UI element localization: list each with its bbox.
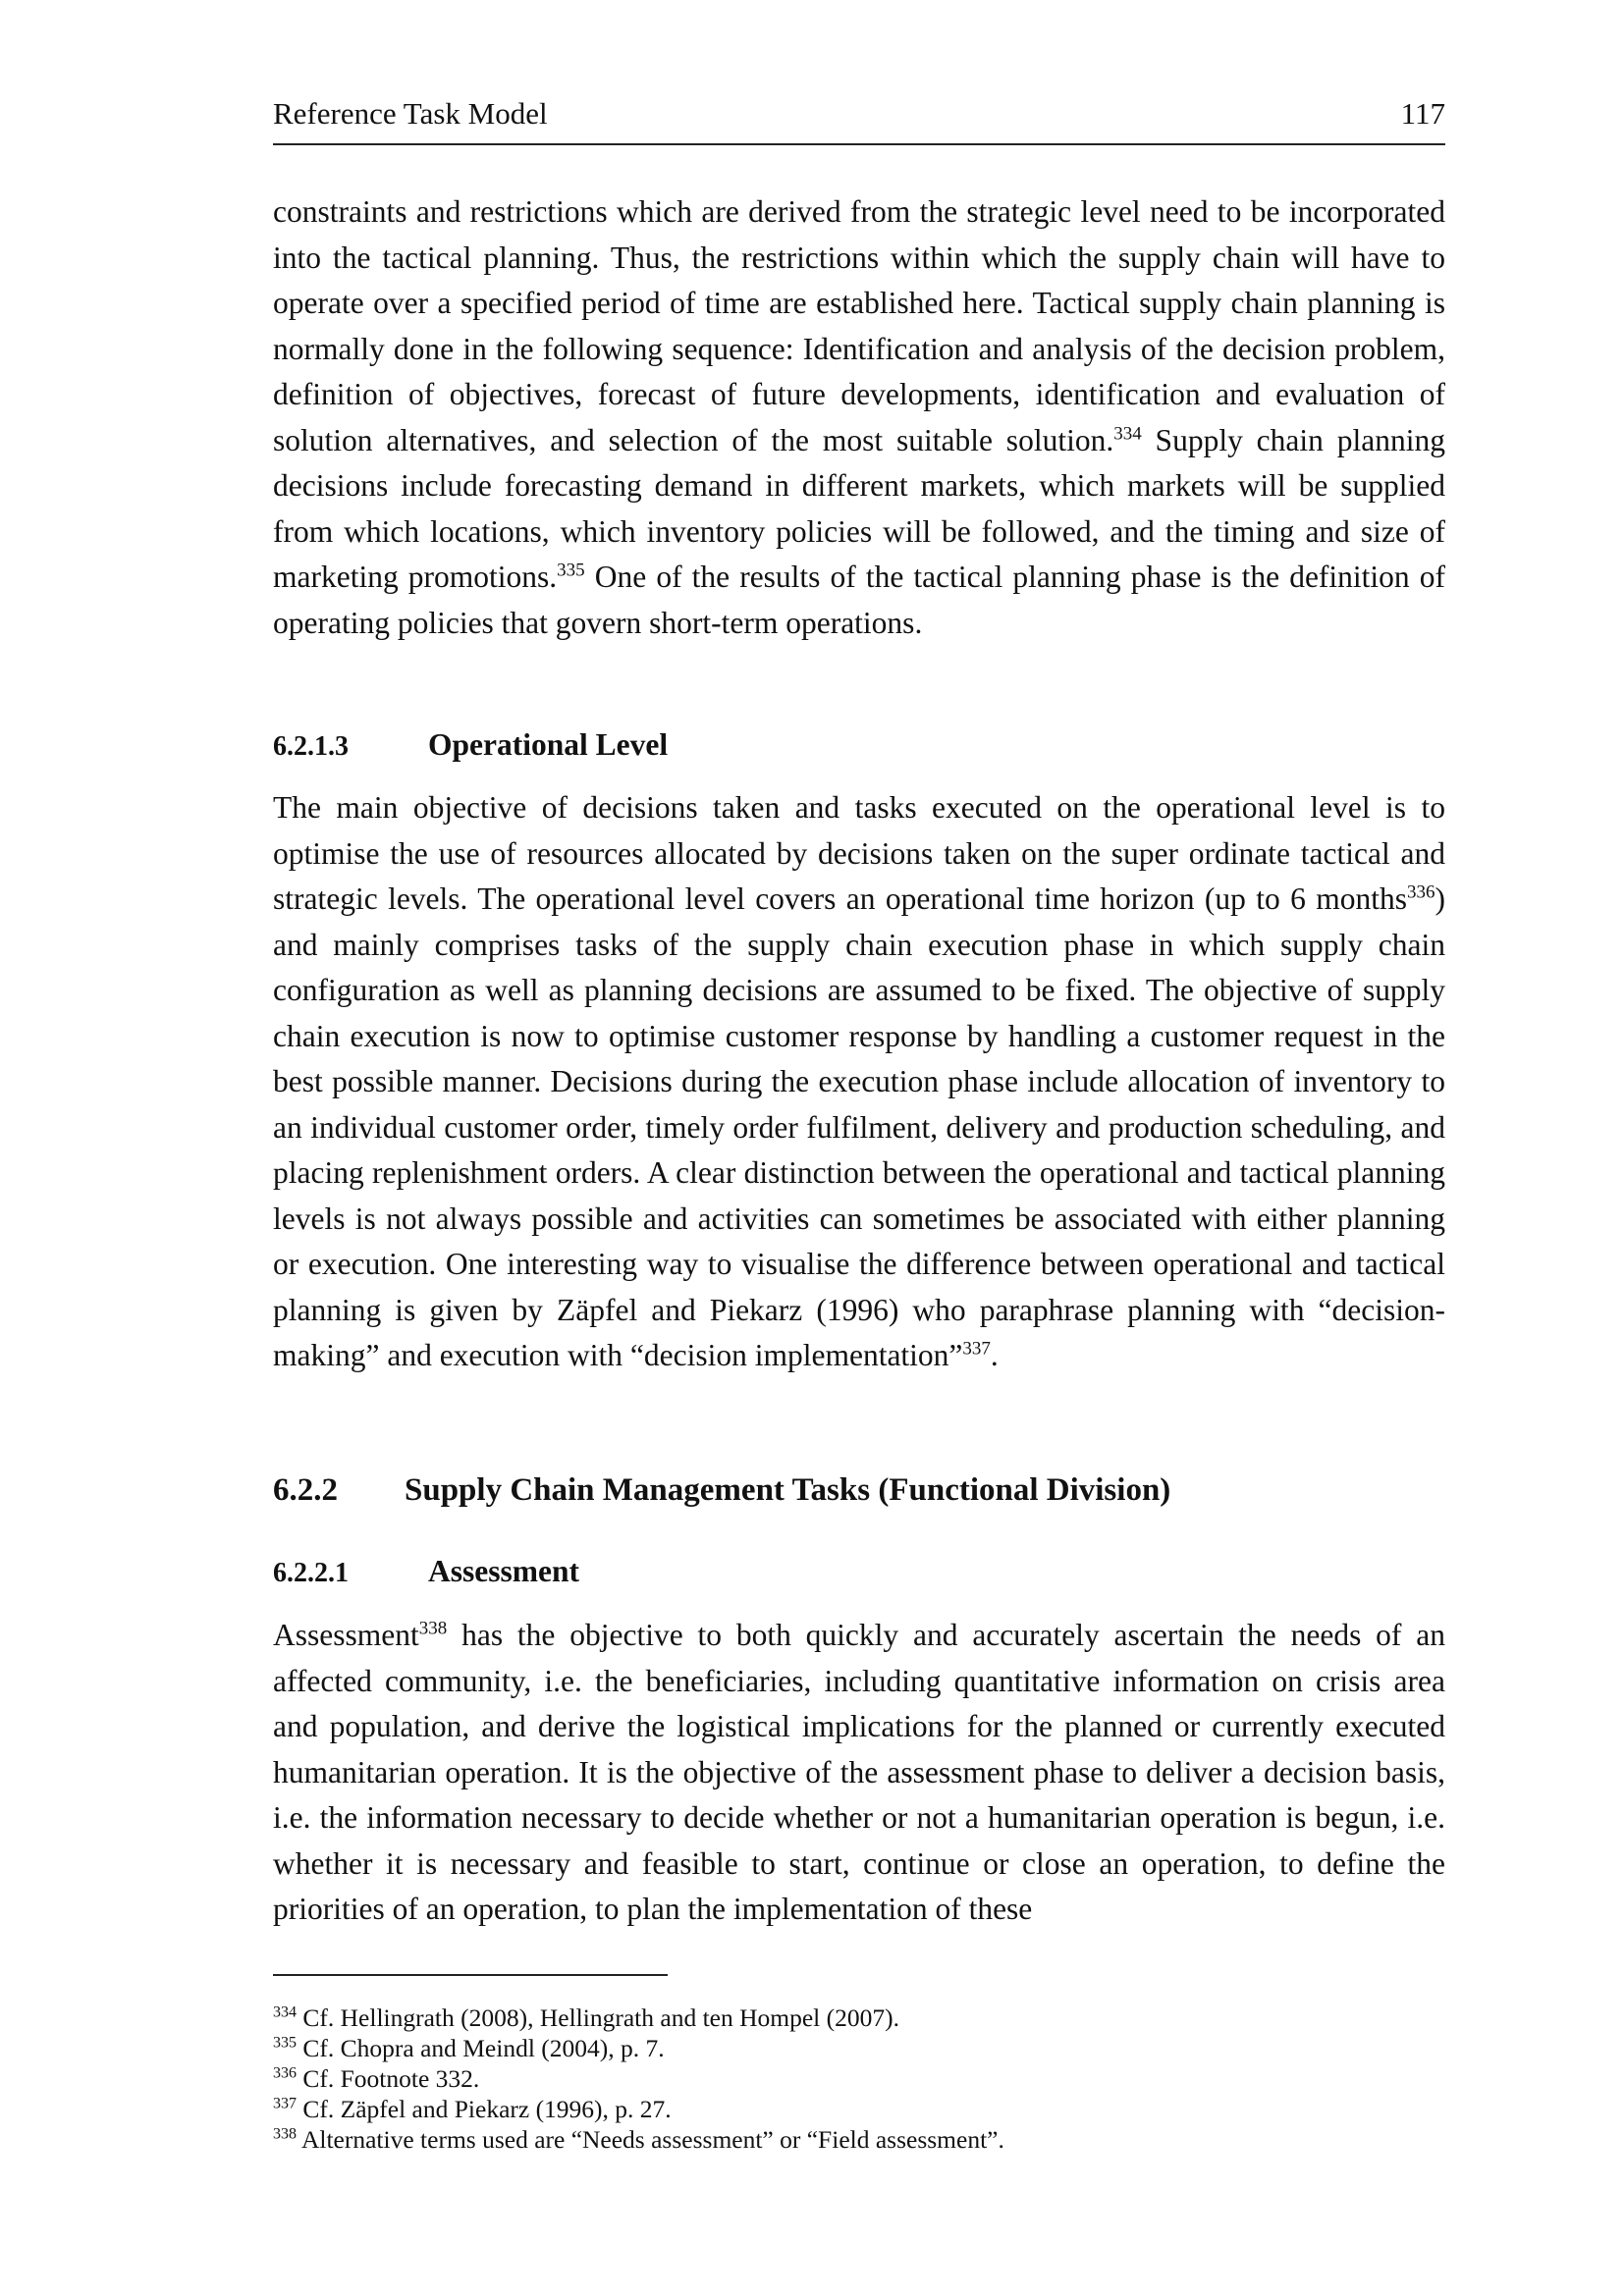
paragraph-text: Supply chain planning decisions include forecasting demand in different markets, which markets will be supplied from which locations, which inventory policies will be followed, and the timing and size of marketing promotions. bbox=[273, 422, 1445, 594]
footnote-ref-334[interactable]: 334 bbox=[1113, 423, 1142, 444]
section-title: Assessment bbox=[428, 1554, 579, 1588]
paragraph-assessment bbox=[273, 1613, 1445, 1933]
footnote-text: Cf. Chopra and Meindl (2004), p. 7. bbox=[297, 2034, 665, 2062]
footnote-text: Alternative terms used are “Needs assessment” or “Field assessment”. bbox=[297, 2125, 1004, 2154]
footnote-336 bbox=[273, 2063, 1445, 2094]
paragraph-text: One of the results of the tactical planning phase is the definition of operating policies that govern short-term operations. bbox=[273, 560, 1445, 640]
footnote-number: 336 bbox=[273, 2064, 297, 2082]
footnote-ref-336[interactable]: 336 bbox=[1407, 881, 1435, 903]
paragraph-text: . bbox=[990, 1338, 999, 1372]
section-number: 6.2.2.1 bbox=[273, 1558, 349, 1588]
footnote-ref-337[interactable]: 337 bbox=[962, 1338, 991, 1360]
paragraph-operational-level bbox=[273, 785, 1445, 1379]
paragraph-text: The main objective of decisions taken and tasks executed on the operational level is to optimise the use of resources allocated by decisions taken on the super ordinate tactical and strategic levels. The operational level covers an operational time horizon (up to 6 months bbox=[273, 790, 1445, 916]
section-title: Supply Chain Management Tasks (Functional Division) bbox=[405, 1472, 1171, 1508]
footnote-number: 335 bbox=[273, 2034, 297, 2052]
footnote-text: Cf. Hellingrath (2008), Hellingrath and ten Hompel (2007). bbox=[297, 2003, 899, 2032]
section-heading-6-2-2 bbox=[273, 1472, 1170, 1509]
footnote-ref-335[interactable]: 335 bbox=[557, 560, 585, 581]
section-number: 6.2.2 bbox=[273, 1472, 338, 1508]
footnote-text: Cf. Footnote 332. bbox=[297, 2064, 480, 2093]
footnote-335 bbox=[273, 2033, 1445, 2063]
paragraph-text: Assessment bbox=[273, 1618, 419, 1652]
paragraph-text: ) and mainly comprises tasks of the supply chain execution phase in which supply chain configuration as well as planning decisions are assumed to be fixed. The objective of supply chain execution is now to optimise customer response by handling a customer request in the best possible manner. Decisions during the execution phase include allocation of inventory to an individual customer order, timely order fulfilment, delivery and production scheduling, and placing replenishment orders. A clear distinction between the operational and tactical planning levels is not always possible and activities can sometimes be associated with either planning or execution. One interesting way to visualise the difference between operational and tactical planning is given by Zäpfel and Piekarz (1996) who paraphrase planning with “decision-making” and execution with “decision implementation” bbox=[273, 881, 1445, 1372]
footnote-338 bbox=[273, 2124, 1445, 2155]
running-header-title: Reference Task Model bbox=[273, 96, 548, 131]
paragraph-text: has the objective to both quickly and accurately ascertain the needs of an affected community, i.e. the beneficiaries, including quantitative information on crisis area and population, and derive the logistical implications for the planned or currently executed humanitarian operation. It is the objective of the assessment phase to deliver a decision basis, i.e. the information necessary to decide whether or not a humanitarian operation is begun, i.e. whether it is necessary and feasible to start, continue or close an operation, to define the priorities of an operation, to plan the implementation of these bbox=[273, 1618, 1445, 1926]
running-header bbox=[273, 94, 1445, 145]
footnote-separator bbox=[273, 1974, 668, 1976]
footnote-334 bbox=[273, 2002, 1445, 2033]
footnote-number: 334 bbox=[273, 2003, 297, 2021]
footnote-number: 337 bbox=[273, 2095, 297, 2112]
footnote-text: Cf. Zäpfel and Piekarz (1996), p. 27. bbox=[297, 2095, 672, 2123]
page-number: 117 bbox=[1400, 96, 1445, 131]
footnote-number: 338 bbox=[273, 2125, 297, 2143]
footnotes bbox=[273, 2002, 1445, 2155]
footnote-ref-338[interactable]: 338 bbox=[418, 1618, 448, 1639]
paragraph-text: constraints and restrictions which are derived from the strategic level need to be incorporated into the tactical planning. Thus, the restrictions within which the supply chain will have to operate over a specified period of time are established here. Tactical supply chain planning is normally done in the following sequence: Identification and analysis of the decision problem, definition of objectives, forecast of future developments, identification and evaluation of solution alternatives, and selection of the most suitable solution. bbox=[273, 194, 1445, 457]
section-heading-6-2-1-3 bbox=[273, 727, 668, 763]
section-heading-6-2-2-1 bbox=[273, 1554, 579, 1589]
section-title: Operational Level bbox=[428, 727, 669, 762]
section-number: 6.2.1.3 bbox=[273, 731, 349, 762]
footnote-337 bbox=[273, 2094, 1445, 2124]
paragraph-tactical-planning bbox=[273, 189, 1445, 646]
